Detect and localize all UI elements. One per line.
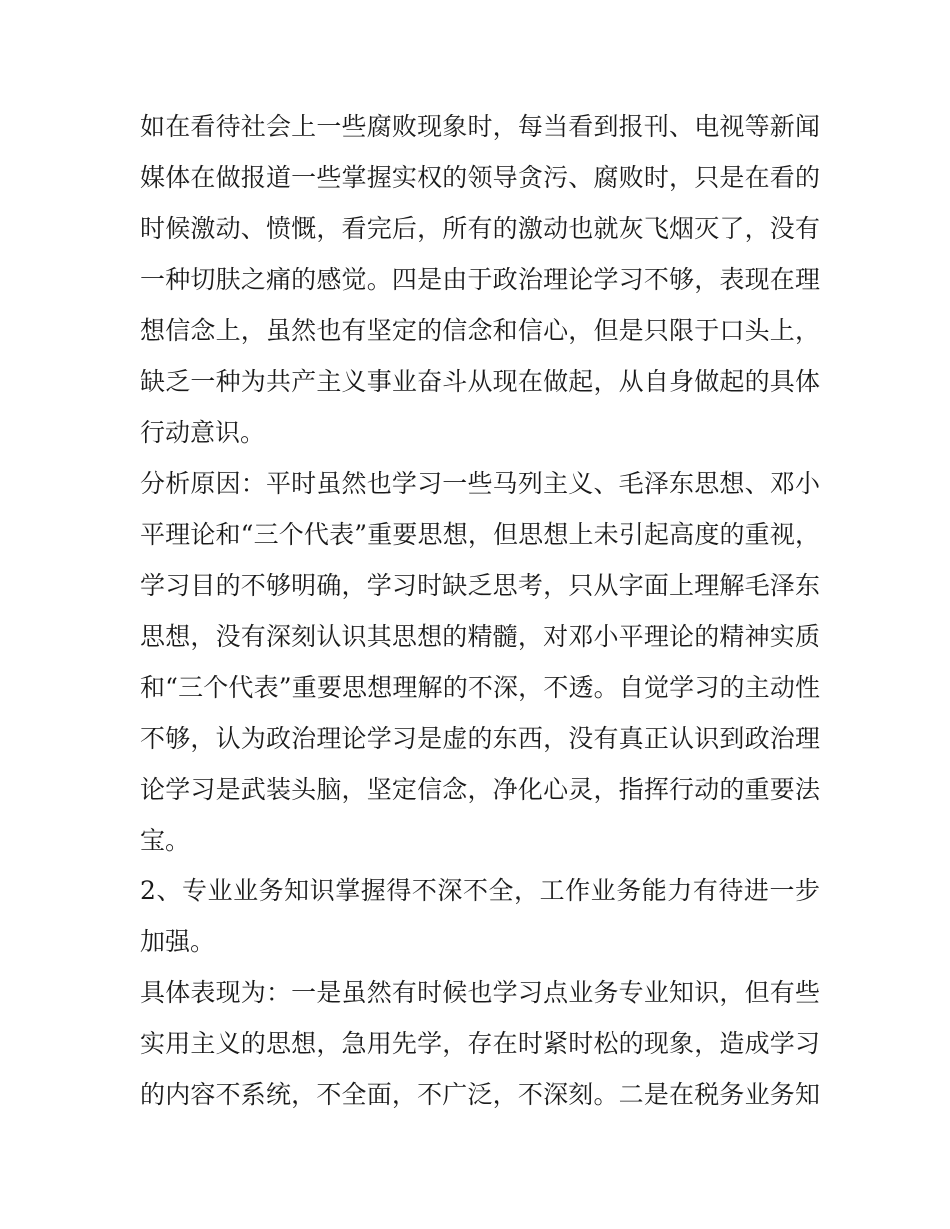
text-line: 的内容不系统，不全面，不广泛，不深刻。二是在税务业务知 xyxy=(140,1080,820,1109)
text-line: 实用主义的思想，急用先学，存在时紧时松的现象，造成学习 xyxy=(140,1029,820,1058)
text-line: 思想，没有深刻认识其思想的精髓，对邓小平理论的精神实质 xyxy=(140,622,820,651)
text-line: 具体表现为：一是虽然有时候也学习点业务专业知识，但有些 xyxy=(140,978,820,1007)
text-line: 不够，认为政治理论学习是虚的东西，没有真正认识到政治理 xyxy=(140,724,820,753)
text-line: 2、专业业务知识掌握得不深不全，工作业务能力有待进一步 xyxy=(140,876,820,905)
text-line: 学习目的不够明确，学习时缺乏思考，只从字面上理解毛泽东 xyxy=(140,571,820,600)
text-line: 论学习是武装头脑，坚定信念，净化心灵，指挥行动的重要法 xyxy=(140,775,820,804)
text-line: 缺乏一种为共产主义事业奋斗从现在做起，从自身做起的具体 xyxy=(140,367,820,396)
text-line: 平理论和“三个代表”重要思想，但思想上未引起高度的重视， xyxy=(140,520,820,549)
text-line: 加强。 xyxy=(140,927,216,956)
text-line: 宝。 xyxy=(140,826,191,855)
text-line: 和“三个代表”重要思想理解的不深，不透。自觉学习的主动性 xyxy=(140,673,820,702)
text-line: 如在看待社会上一些腐败现象时，每当看到报刊、电视等新闻 xyxy=(140,112,820,141)
text-line: 时候激动、愤慨，看完后，所有的激动也就灰飞烟灭了，没有 xyxy=(140,214,820,243)
text-line: 一种切肤之痛的感觉。四是由于政治理论学习不够，表现在理 xyxy=(140,265,820,294)
text-line: 分析原因：平时虽然也学习一些马列主义、毛泽东思想、邓小 xyxy=(140,469,820,498)
text-line: 行动意识。 xyxy=(140,418,266,447)
text-line: 媒体在做报道一些掌握实权的领导贪污、腐败时，只是在看的 xyxy=(140,163,820,192)
text-line: 想信念上，虽然也有坚定的信念和信心，但是只限于口头上， xyxy=(140,316,820,345)
